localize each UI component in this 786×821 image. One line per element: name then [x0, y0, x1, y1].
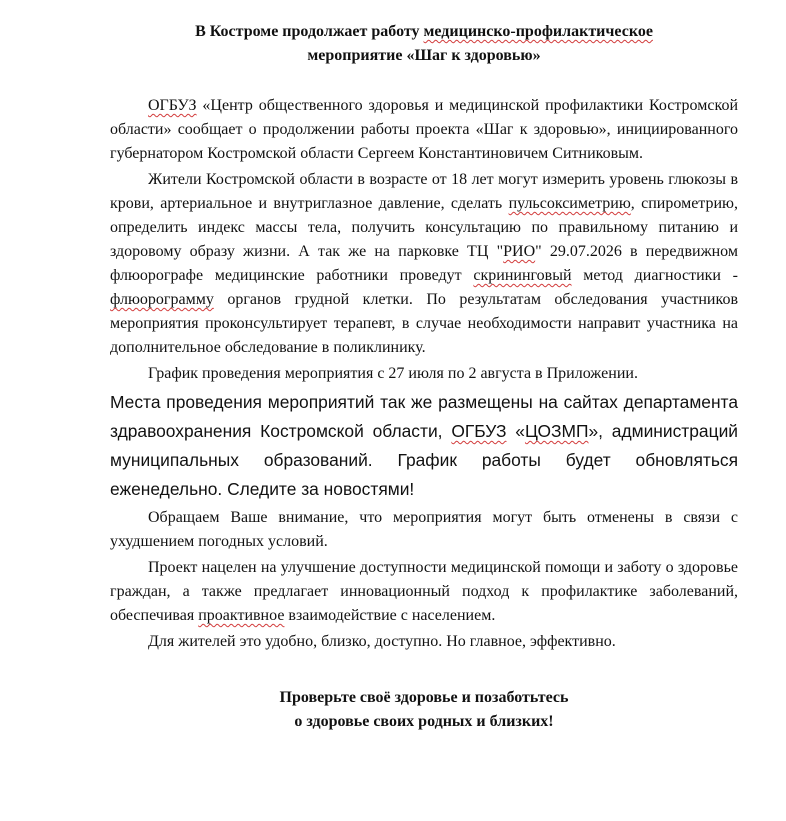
- services-text-1: Жители Костромской области в возрасте от 18 лет могут измерить уровень глюкозы в крови, артериальное и внутриглазное давление, сделать: [110, 171, 738, 212]
- spellcheck-word-proactive: проактивное: [198, 607, 285, 624]
- closing-slogan: [110, 686, 738, 734]
- services-text-5: органов грудной клетки. По результатам обследования участников мероприятия проконсультирует терапевт, в случае необходимости направит участника на дополнительное обследование в поликлинику.: [110, 291, 738, 356]
- paragraph-project: [110, 556, 738, 628]
- locations-text-1: Места проведения мероприятий так же размещены на сайтах департамента здравоохранения Костромской области,: [110, 392, 738, 441]
- spellcheck-word-fluoro: флюорограмму: [110, 291, 214, 308]
- locations-text-3: », администраций муниципальных образований. График работы будет обновляться еженедельно. Следите за новостями!: [110, 421, 738, 499]
- title-spellcheck-word: медицинско-профилактическое: [423, 23, 653, 40]
- paragraph-services: [110, 168, 738, 360]
- services-text-3: " 29.07.2026 в передвижном флюорографе медицинские работники проведут: [110, 243, 739, 284]
- spacer: [110, 656, 738, 686]
- title-line-1-text: В Костроме продолжает работу: [195, 23, 424, 40]
- closing-line-1: Проверьте своё здоровье и позаботьтесь: [279, 689, 569, 706]
- paragraph-weather: Обращаем Ваше внимание, что мероприятия могут быть отменены в связи с ухудшением погодных условий.: [110, 509, 738, 550]
- project-text-2: взаимодействие с населением.: [284, 607, 496, 624]
- paragraph-locations: [110, 388, 738, 504]
- title-line-2: мероприятие «Шаг к здоровью»: [307, 47, 541, 64]
- spellcheck-word-ogbuz: ОГБУЗ: [148, 97, 197, 114]
- spellcheck-word-cozmp: ЦОЗМП: [524, 421, 589, 441]
- spellcheck-word-screening: скрининговый: [473, 267, 572, 284]
- services-text-2: , спирометрию, определить индекс массы тела, получить консультацию по правильному питанию и здоровому образу жизни. А так же на парковке ТЦ ": [110, 195, 738, 260]
- spellcheck-word-pulse: пульсоксиметрию: [508, 195, 631, 212]
- title-line-1: [110, 20, 738, 44]
- services-text-4: метод диагностики -: [571, 267, 739, 284]
- document-page: [110, 20, 738, 734]
- locations-text-2: «: [506, 421, 525, 441]
- paragraph-intro: [110, 94, 738, 166]
- project-text-1: Проект нацелен на улучшение доступности медицинской помощи и заботу о здоровье граждан, а также предлагает инновационный подход к профилактике заболеваний, обеспечивая: [110, 559, 738, 624]
- document-title: [110, 20, 738, 68]
- paragraph-schedule: График проведения мероприятия с 27 июля по 2 августа в Приложении.: [148, 365, 638, 382]
- spellcheck-word-ogbuz-2: ОГБУЗ: [451, 421, 507, 441]
- closing-line-2: о здоровье своих родных и близких!: [294, 713, 554, 730]
- spellcheck-word-rio: РИО: [503, 243, 536, 260]
- paragraph-intro-text: «Центр общественного здоровья и медицинской профилактики Костромской области» сообщает о продолжении работы проекта «Шаг к здоровью», инициированного губернатором Костромской области Сергеем Константиновичем Ситниковым.: [110, 97, 738, 162]
- paragraph-convenience: Для жителей это удобно, близко, доступно. Но главное, эффективно.: [148, 633, 616, 650]
